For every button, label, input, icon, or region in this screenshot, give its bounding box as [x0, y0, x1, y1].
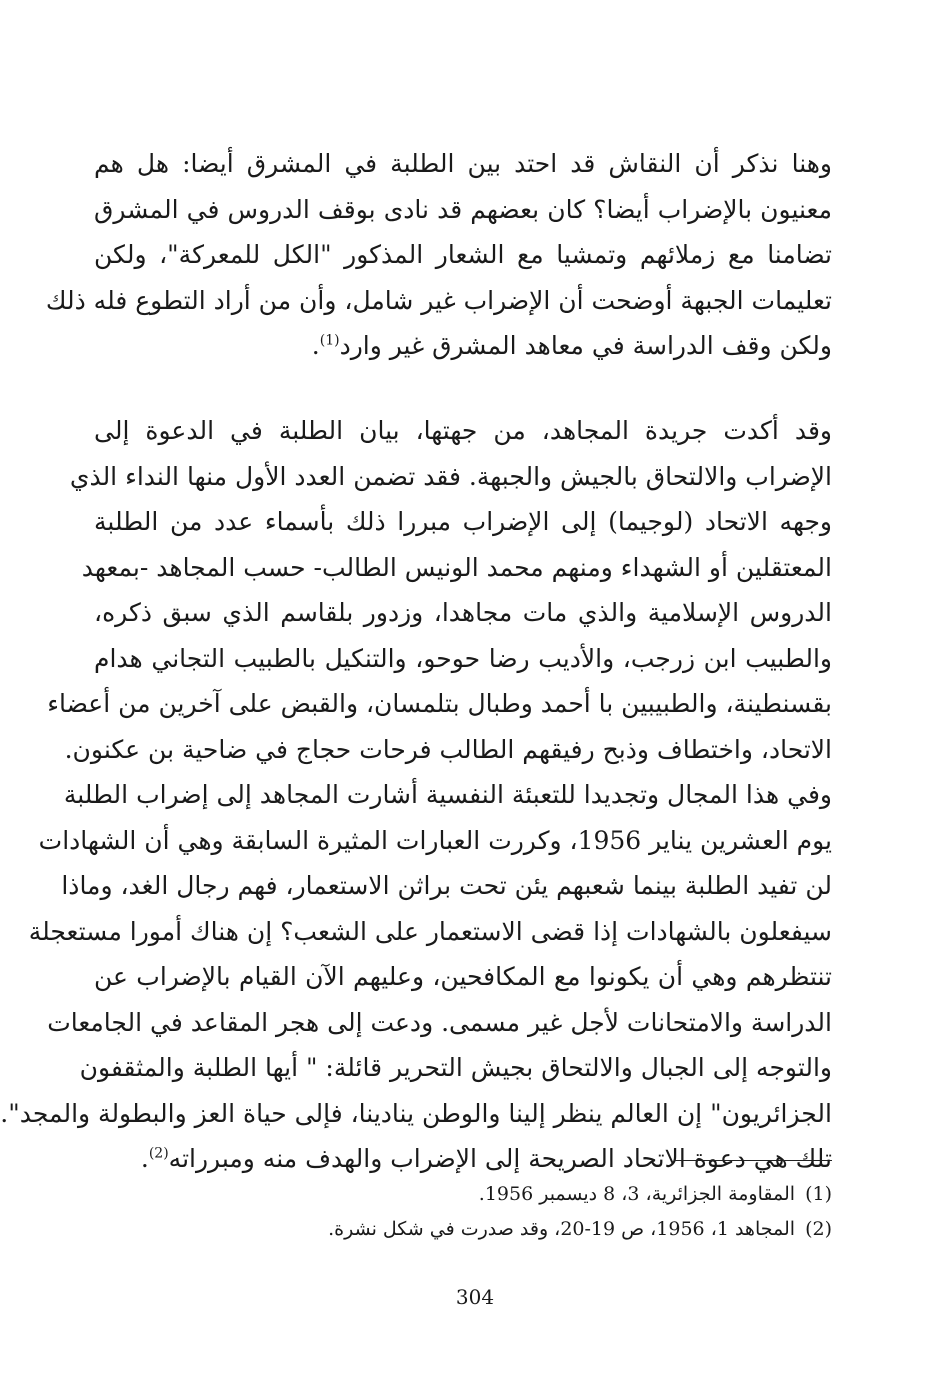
sentence-end: . — [140, 1144, 149, 1173]
paragraph-line: لن تفيد الطلبة بينما شعبهم يئن تحت براثن الاستعمار، فهم رجال الغد، وماذا — [61, 871, 832, 900]
paragraph-line: بقسنطينة، والطبيبين با أحمد وطبال بتلمسان، والقبض على آخرين من أعضاء — [47, 689, 832, 718]
footnote-number: (2) — [805, 1218, 832, 1240]
paragraph-line: وجهه الاتحاد (لوجيما) إلى الإضراب مبررا ذلك بأسماء عدد من الطلبة — [94, 507, 832, 536]
paragraph-last-line — [94, 1136, 832, 1182]
paragraph-line: وفي هذا المجال وتجديدا للتعبئة النفسية أشارت المجاهد إلى إضراب الطلبة — [63, 780, 832, 809]
paragraph-line: وهنا نذكر أن النقاش قد احتد بين الطلبة في المشرق أيضا: هل هم — [94, 149, 832, 178]
paragraph-line: تعليمات الجبهة أوضحت أن الإضراب غير شامل، وأن من أراد التطوع فله ذلك — [45, 285, 832, 315]
sentence-end: . — [311, 331, 320, 360]
paragraph-line: سيفعلون بالشهادات إذا قضى الاستعمار على الشعب؟ إن هناك أمورا مستعجلة — [28, 916, 832, 946]
footnote-item — [94, 1212, 832, 1247]
page-number: 304 — [455, 1285, 495, 1309]
paragraph-line: تنتظرهم وهي أن يكونوا مع المكافحين، وعليهم الآن القيام بالإضراب عن — [94, 962, 832, 991]
paragraph-line: معنيون بالإضراب أيضا؟ كان بعضهم قد نادى بوقف الدروس في المشرق — [94, 194, 832, 224]
paragraph-line: يوم العشرين يناير 1956، وكررت العبارات المثيرة السابقة وهي أن الشهادات — [38, 825, 832, 855]
paragraph-line: الاتحاد، واختطاف وذبح رفيقهم الطالب فرحات حجاج في ضاحية بن عكنون. — [64, 734, 832, 764]
paragraph-2 — [0, 408, 832, 1182]
paragraph-last-line — [94, 323, 832, 369]
footnote-divider — [674, 1160, 832, 1161]
footnote-number: (1) — [805, 1183, 832, 1205]
paragraph-line: والتوجه إلى الجبال والالتحاق بجيش التحرير قائلة: " أيها الطلبة والمثقفون — [79, 1053, 832, 1082]
paragraph-line: الدراسة والامتحانات لأجل غير مسمى. ودعت إلى هجر المقاعد في الجامعات — [47, 1007, 832, 1037]
paragraph-1 — [45, 141, 832, 369]
paragraph-line-text: تلك هي دعوة الاتحاد الصريحة إلى الإضراب والهدف منه ومبرراته — [168, 1144, 832, 1173]
paragraph-line-text: ولكن وقف الدراسة في معاهد المشرق غير وارد — [339, 331, 832, 360]
footnote-reference: (2) — [148, 1145, 169, 1162]
footnote-reference: (1) — [319, 332, 340, 349]
paragraph-line: تضامنا مع زملائهم وتمشيا مع الشعار المذكور "الكل للمعركة"، ولكن — [94, 240, 832, 269]
paragraph-line: المعتقلين أو الشهداء ومنهم محمد الونيس الطالب- حسب المجاهد -بمعهد — [81, 552, 832, 582]
paragraph-line: الجزائريون" إن العالم ينظر إلينا والوطن ينادينا، فإلى حياة العز والبطولة والمجد". — [0, 1098, 832, 1128]
paragraph-line: الدروس الإسلامية والذي مات مجاهدا، وزدور بلقاسم الذي سبق ذكره، — [94, 598, 832, 627]
paragraph-line: الإضراب والالتحاق بالجيش والجبهة. فقد تضمن العدد الأول منها النداء الذي — [69, 461, 832, 491]
footnote-text: المجاهد 1، 1956، ص 19-20، وقد صدرت في شكل نشرة. — [328, 1218, 796, 1240]
paragraph-line: والطبيب ابن زرجب، والأديب رضا حوحو، والتنكيل بالطبيب التجاني هدام — [94, 643, 832, 673]
paragraph-line: وقد أكدت جريدة المجاهد، من جهتها، بيان الطلبة في الدعوة إلى — [94, 416, 832, 445]
footnotes — [94, 1177, 832, 1247]
footnote-text: المقاومة الجزائرية، 3، 8 ديسمبر 1956. — [478, 1183, 796, 1205]
footnote-item — [94, 1177, 832, 1212]
